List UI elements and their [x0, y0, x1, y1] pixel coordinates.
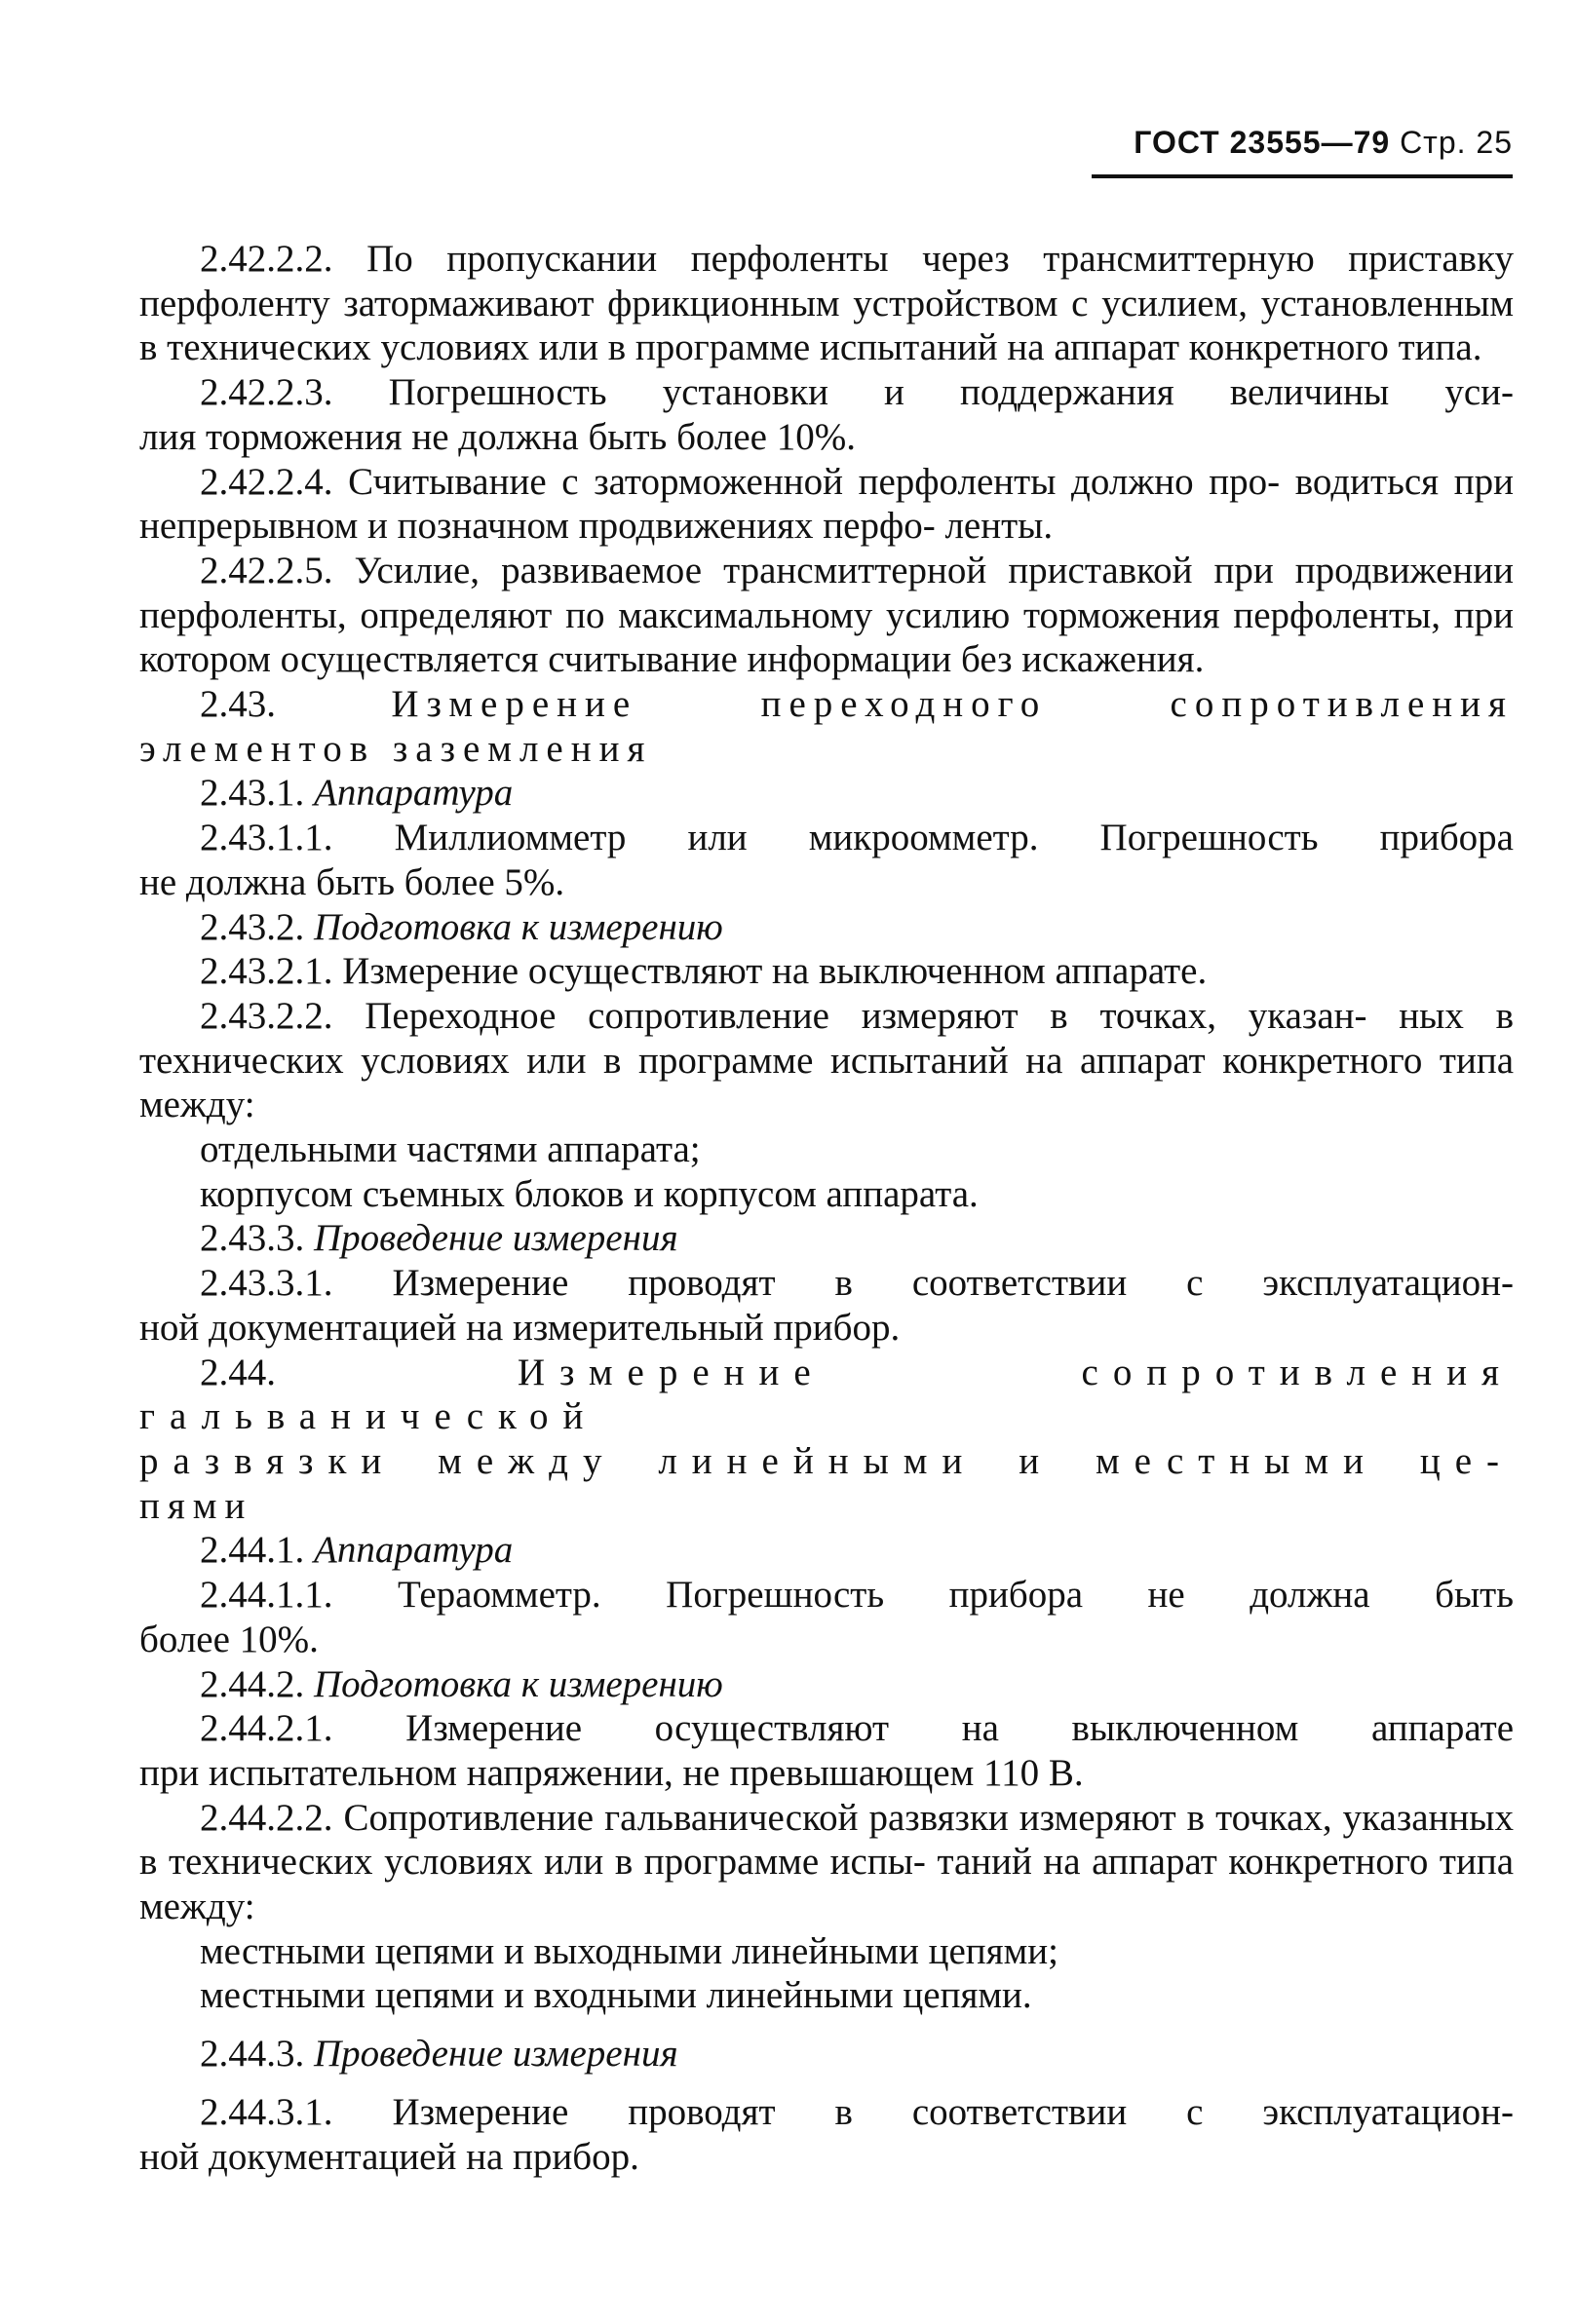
paragraph-2-43-1-1: [139, 816, 1514, 860]
paragraph-2-44-3-1-end: [139, 2135, 1514, 2180]
paragraph-2-42-2-3-end: [139, 415, 1514, 460]
paragraph-2-44-1-1: [139, 1573, 1514, 1618]
paragraph-2-44-2-2: [139, 1796, 1514, 1929]
paragraph-text: 2.42.2.5. Усилие, развиваемое трансмиттерной приставкой при продвижении перфоленты, определяют по максимальному усилию торможения перфоленты, при котором осуществляется считывание: [139, 549, 1514, 681]
section-2-44-heading: [139, 1351, 1514, 1439]
paragraph-text: 2.43.1.1. Миллиомметр или микроомметр. Погрешность прибора: [200, 817, 1514, 859]
section-title-end: пями: [139, 1484, 253, 1527]
list-item: [139, 1973, 1514, 2018]
subsection-2-43-2-heading: [139, 905, 1514, 950]
paragraph-2-44-1-1-end: [139, 1618, 1514, 1662]
section-title-cont: элементов заземления: [139, 727, 653, 770]
paragraph-text-end: ной документацией на измерительный прибор.: [139, 1306, 901, 1349]
section-number: 2.44.2.: [200, 1662, 305, 1705]
section-2-44-heading-cont: [139, 1439, 1514, 1484]
section-number: 2.43.3.: [200, 1217, 305, 1260]
subsection-2-43-1-heading: [139, 771, 1514, 816]
section-title: Аппаратура: [314, 772, 514, 815]
paragraph-2-42-2-3: [139, 370, 1514, 415]
section-title: Измерение сопротивления гальванической: [139, 1351, 1514, 1438]
paragraph-text: 2.42.2.3. Погрешность установки и поддержания величины уси-: [200, 371, 1514, 414]
subsection-2-44-1-heading: [139, 1528, 1514, 1573]
paragraph-2-43-2-2: [139, 994, 1514, 1127]
section-number: 2.43.: [200, 683, 276, 726]
standard-number: ГОСТ 23555—79: [1134, 125, 1391, 160]
section-title-cont: развязки между линейными и местными це-: [139, 1439, 1514, 1482]
paragraph-text: 2.43.3.1. Измерение проводят в соответствии с эксплуатацион-: [200, 1262, 1514, 1305]
section-2-43-heading-cont: [139, 727, 1514, 772]
paragraph-text-end: при испытательном напряжении, не превышающем 110 В.: [139, 1751, 1084, 1794]
section-title: Проведение измерения: [314, 2033, 678, 2076]
paragraph-text: 2.43.2.1. Измерение осуществляют на выключенном аппарате.: [200, 950, 1208, 993]
list-item-text: корпусом съемных блоков и корпусом аппарата.: [200, 1172, 979, 1215]
subsection-2-44-2-heading: [139, 1662, 1514, 1707]
paragraph-text: 2.42.2.4. Считывание с заторможенной перфоленты должно про- водиться при непрерывном и позначном продвижениях перфо-: [139, 460, 1514, 548]
paragraph-text-end: не должна быть более 5%.: [139, 860, 565, 903]
page-header: [1092, 125, 1513, 178]
list-item-text: местными цепями и входными линейными цепями.: [200, 1974, 1032, 2017]
paragraph-2-44-2-1-end: [139, 1751, 1514, 1796]
paragraph-2-44-3-1: [139, 2090, 1514, 2135]
paragraph-text: 2.44.2.2. Сопротивление гальванической развязки измеряют в точках, указанных в технических условиях или в программе испы-: [139, 1796, 1514, 1884]
section-number: 2.44.: [200, 1351, 276, 1393]
page-number: Стр. 25: [1400, 125, 1513, 160]
paragraph-2-44-2-1: [139, 1706, 1514, 1751]
paragraph-text-end: конкретного типа между:: [139, 1039, 1515, 1126]
document-body: [139, 237, 1514, 2179]
section-title: Подготовка к измерению: [314, 1662, 723, 1705]
section-2-43-heading: [139, 682, 1514, 727]
paragraph-text: 2.44.3.1. Измерение проводят в соответствии с эксплуатацион-: [200, 2090, 1514, 2133]
section-title: Измерение переходного сопротивления: [391, 683, 1514, 726]
list-item: [139, 1172, 1514, 1217]
section-title: Проведение измерения: [314, 1217, 678, 1260]
section-title: Аппаратура: [314, 1529, 514, 1572]
paragraph-2-43-1-1-end: [139, 860, 1514, 905]
list-item: [139, 1127, 1514, 1172]
paragraph-text-end: информации без искажения.: [747, 638, 1205, 681]
list-item-text: отдельными частями аппарата;: [200, 1128, 701, 1171]
paragraph-2-43-3-1-end: [139, 1306, 1514, 1351]
paragraph-2-42-2-2: [139, 237, 1514, 370]
paragraph-2-43-3-1: [139, 1261, 1514, 1306]
list-item-text: местными цепями и выходными линейными цепями;: [200, 1929, 1058, 1972]
paragraph-text: 2.42.2.2. По пропускании перфоленты через трансмиттерную приставку перфоленту затормаживают фрикционным устройством с усилием, установленным в технических условиях или в программе: [139, 238, 1514, 369]
section-2-44-heading-end: [139, 1484, 1514, 1529]
paragraph-text-end: более 10%.: [139, 1618, 319, 1660]
paragraph-2-43-2-1: [139, 949, 1514, 994]
paragraph-text-end: лия торможения не должна быть более 10%.: [139, 415, 856, 458]
section-number: 2.44.3.: [200, 2033, 305, 2076]
paragraph-2-42-2-5: [139, 549, 1514, 682]
paragraph-text-end: ной документацией на прибор.: [139, 2135, 639, 2178]
list-item: [139, 1929, 1514, 1974]
section-number: 2.44.1.: [200, 1529, 305, 1572]
paragraph-2-42-2-4: [139, 460, 1514, 549]
paragraph-text-end: испытаний на аппарат конкретного типа.: [819, 326, 1482, 369]
section-title: Подготовка к измерению: [314, 905, 723, 948]
paragraph-text-end: ленты.: [944, 505, 1054, 548]
section-number: 2.43.2.: [200, 905, 305, 948]
section-number: 2.43.1.: [200, 772, 305, 815]
subsection-2-44-3-heading: [139, 2032, 1514, 2076]
paragraph-text: 2.43.2.2. Переходное сопротивление измеряют в точках, указан- ных в технических условиях или в программе испытаний на аппарат: [139, 994, 1514, 1082]
paragraph-text: 2.44.1.1. Тераомметр. Погрешность прибора не должна быть: [200, 1574, 1514, 1617]
paragraph-text: 2.44.2.1. Измерение осуществляют на выключенном аппарате: [200, 1707, 1514, 1750]
paragraph-text-end: таний на аппарат конкретного типа между:: [139, 1841, 1514, 1928]
subsection-2-43-3-heading: [139, 1216, 1514, 1261]
